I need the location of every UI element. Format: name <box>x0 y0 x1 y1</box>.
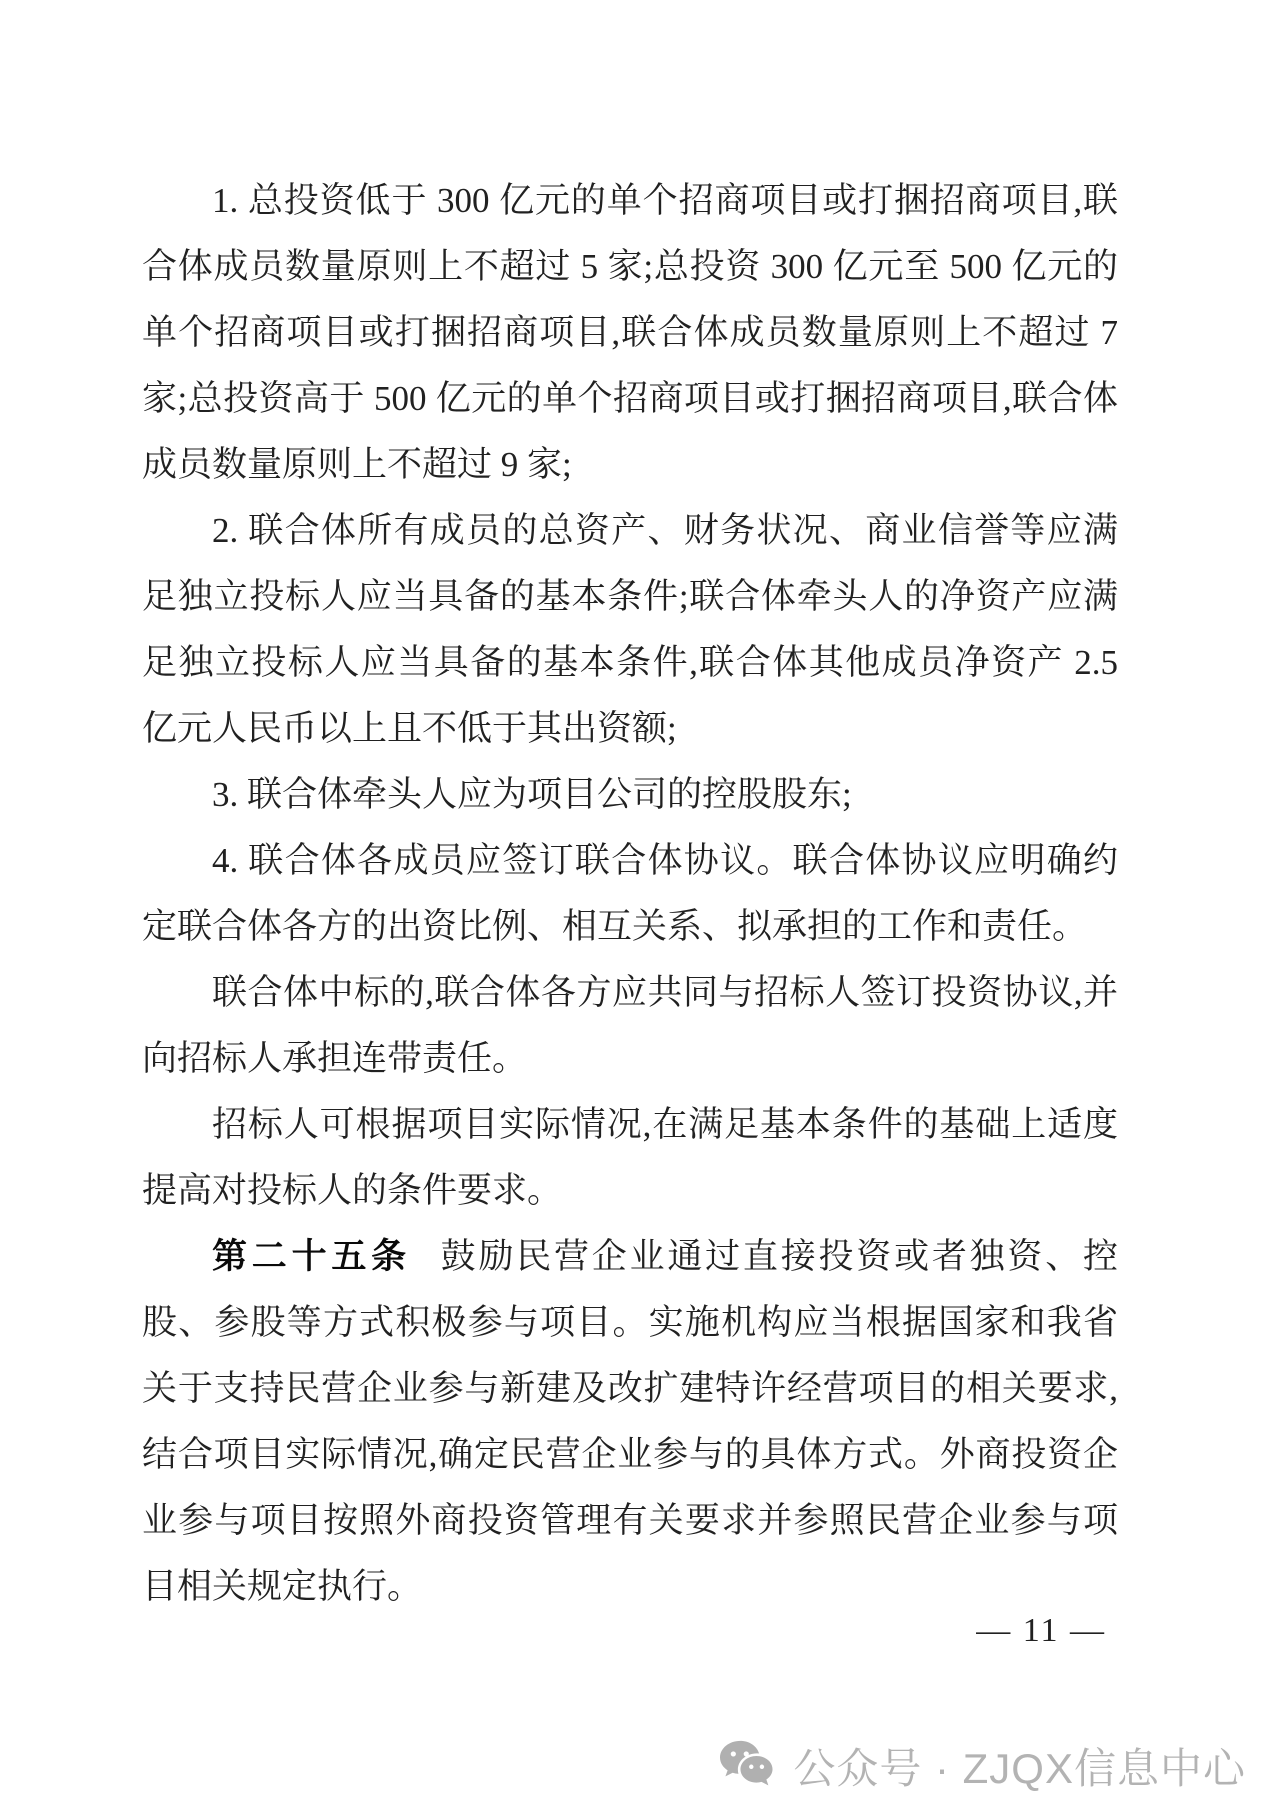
list-item-1: 1. 总投资低于 300 亿元的单个招商项目或打捆招商项目,联合体成员数量原则上不超过 5 家;总投资 300 亿元至 500 亿元的单个招商项目或打捆招商项目,联合体成员数量原则上不超过 7 家;总投资高于 500 亿元的单个招商项目或打捆招商项目,联合体成员数量原则上不超过 9 家; <box>142 181 1118 484</box>
list-item-2: 2. 联合体所有成员的总资产、财务状况、商业信誉等应满足独立投标人应当具备的基本条件;联合体牵头人的净资产应满足独立投标人应当具备的基本条件,联合体其他成员净资产 2.5 亿元人民币以上且不低于其出资额; <box>142 511 1118 748</box>
article-number-heading: 第二十五条 <box>212 1237 411 1276</box>
document-body <box>142 168 1118 1620</box>
paragraph-article-25 <box>142 1224 1118 1620</box>
list-item-4: 4. 联合体各成员应签订联合体协议。联合体协议应明确约定联合体各方的出资比例、相互关系、拟承担的工作和责任。 <box>142 841 1118 946</box>
article-body-text: 鼓励民营企业通过直接投资或者独资、控股、参股等方式积极参与项目。实施机构应当根据国家和我省关于支持民营企业参与新建及改扩建特许经营项目的相关要求,结合项目实际情况,确定民营企业参与的具体方式。外商投资企业参与项目按照外商投资管理有关要求并参照民营企业参与项目相关规定执行。 <box>142 1237 1118 1606</box>
watermark-footer <box>717 1736 1246 1796</box>
watermark-text: 公众号 · ZJQX信息中心 <box>793 1745 1246 1792</box>
page-number: — 11 — <box>976 1612 1106 1649</box>
paragraph-bidder-requirements: 招标人可根据项目实际情况,在满足基本条件的基础上适度提高对投标人的条件要求。 <box>142 1105 1118 1210</box>
paragraph-joint-award: 联合体中标的,联合体各方应共同与招标人签订投资协议,并向招标人承担连带责任。 <box>142 973 1118 1078</box>
list-item-3: 3. 联合体牵头人应为项目公司的控股股东; <box>212 775 852 814</box>
wechat-icon <box>717 1738 779 1794</box>
